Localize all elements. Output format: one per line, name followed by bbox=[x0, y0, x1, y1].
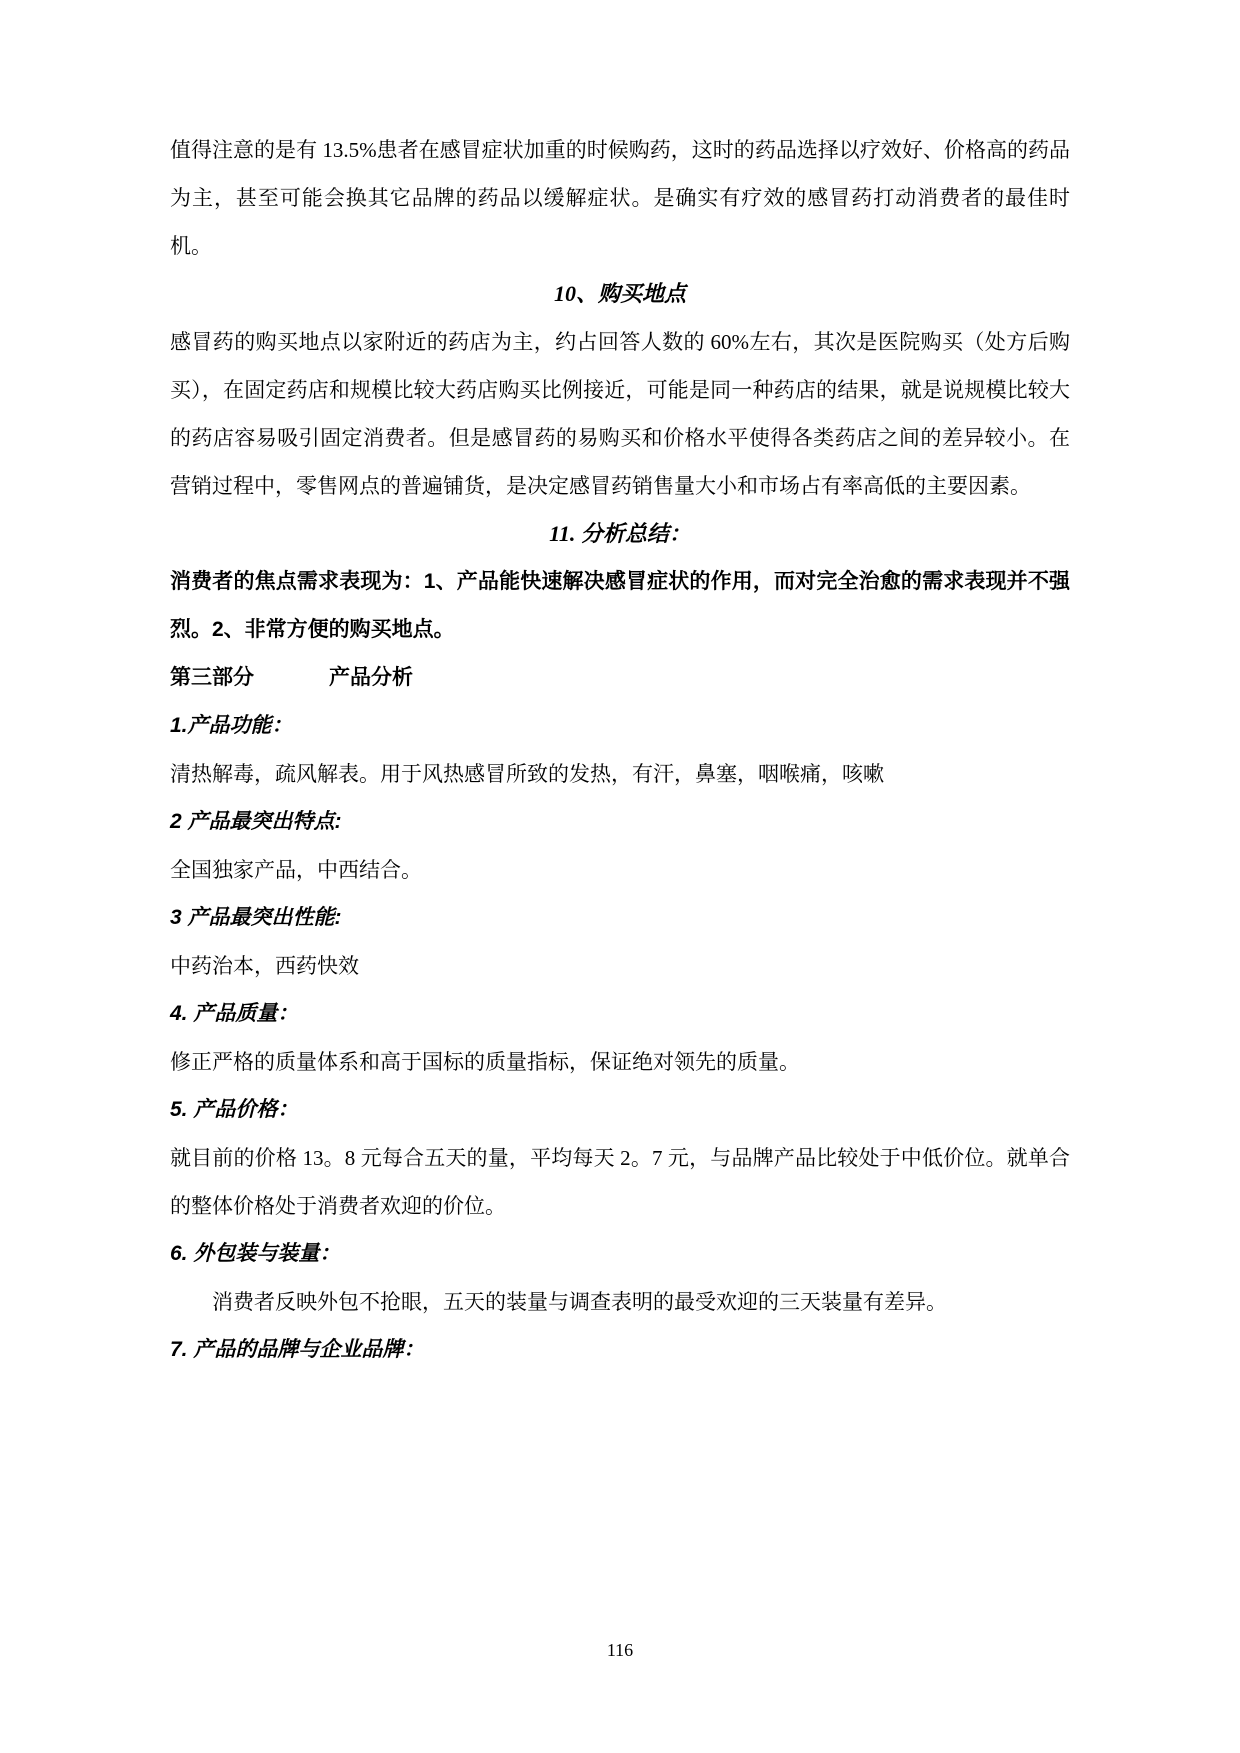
heading-purchase-location: 10、购买地点 bbox=[553, 281, 686, 306]
page-number: 116 bbox=[606, 1640, 634, 1660]
heading-product-performance: 3 产品最突出性能: bbox=[170, 906, 342, 929]
paragraph-purchase-location: 感冒药的购买地点以家附近的药店为主，约占回答人数的 60%左右，其次是医院购买（处方后购买），在固定药店和规模比较大药店购买比例接近，可能是同一种药店的结果，就是说规模比较大的药店容易吸引固定消费者。但是感冒药的易购买和价格水平使得各类药店之间的差异较小。在营销过程中，零售网点的普遍铺货，是决定感冒药销售量大小和市场占有率高低的主要因素。 bbox=[170, 330, 1070, 498]
heading-analysis-summary: 11. 分析总结： bbox=[549, 521, 691, 546]
paragraph-intro: 值得注意的是有 13.5%患者在感冒症状加重的时候购药，这时的药品选择以疗效好、价格高的药品为主，甚至可能会换其它品牌的药品以缓解症状。是确实有疗效的感冒药打动消费者的最佳时机。 bbox=[170, 138, 1070, 258]
paragraph-product-performance: 中药治本，西药快效 bbox=[170, 954, 359, 978]
paragraph-product-feature: 全国独家产品，中西结合。 bbox=[170, 858, 422, 882]
heading-product-feature: 2 产品最突出特点: bbox=[170, 810, 342, 833]
heading-product-brand: 7. 产品的品牌与企业品牌： bbox=[170, 1338, 425, 1361]
paragraph-product-quality: 修正严格的质量体系和高于国标的质量指标，保证绝对领先的质量。 bbox=[170, 1050, 800, 1074]
heading-product-packaging: 6. 外包装与装量： bbox=[170, 1242, 341, 1265]
heading-part3 bbox=[170, 654, 1070, 702]
paragraph-product-price: 就目前的价格 13。8 元每合五天的量，平均每天 2。7 元，与品牌产品比较处于中低价位。就单合的整体价格处于消费者欢迎的价位。 bbox=[170, 1146, 1070, 1218]
heading-part3-title: 产品分析 bbox=[329, 666, 413, 689]
heading-part3-label: 第三部分 bbox=[170, 666, 254, 689]
heading-product-price: 5. 产品价格： bbox=[170, 1098, 299, 1121]
paragraph-analysis-summary: 消费者的焦点需求表现为：1、产品能快速解决感冒症状的作用，而对完全治愈的需求表现并不强烈。2、非常方便的购买地点。 bbox=[170, 570, 1070, 641]
paragraph-product-packaging: 消费者反映外包不抢眼，五天的装量与调查表明的最受欢迎的三天装量有差异。 bbox=[212, 1290, 947, 1314]
paragraph-product-function: 清热解毒，疏风解表。用于风热感冒所致的发热，有汗，鼻塞，咽喉痛，咳嗽 bbox=[170, 762, 884, 786]
heading-product-quality: 4. 产品质量： bbox=[170, 1002, 299, 1025]
heading-product-function: 1.产品功能： bbox=[170, 714, 293, 737]
